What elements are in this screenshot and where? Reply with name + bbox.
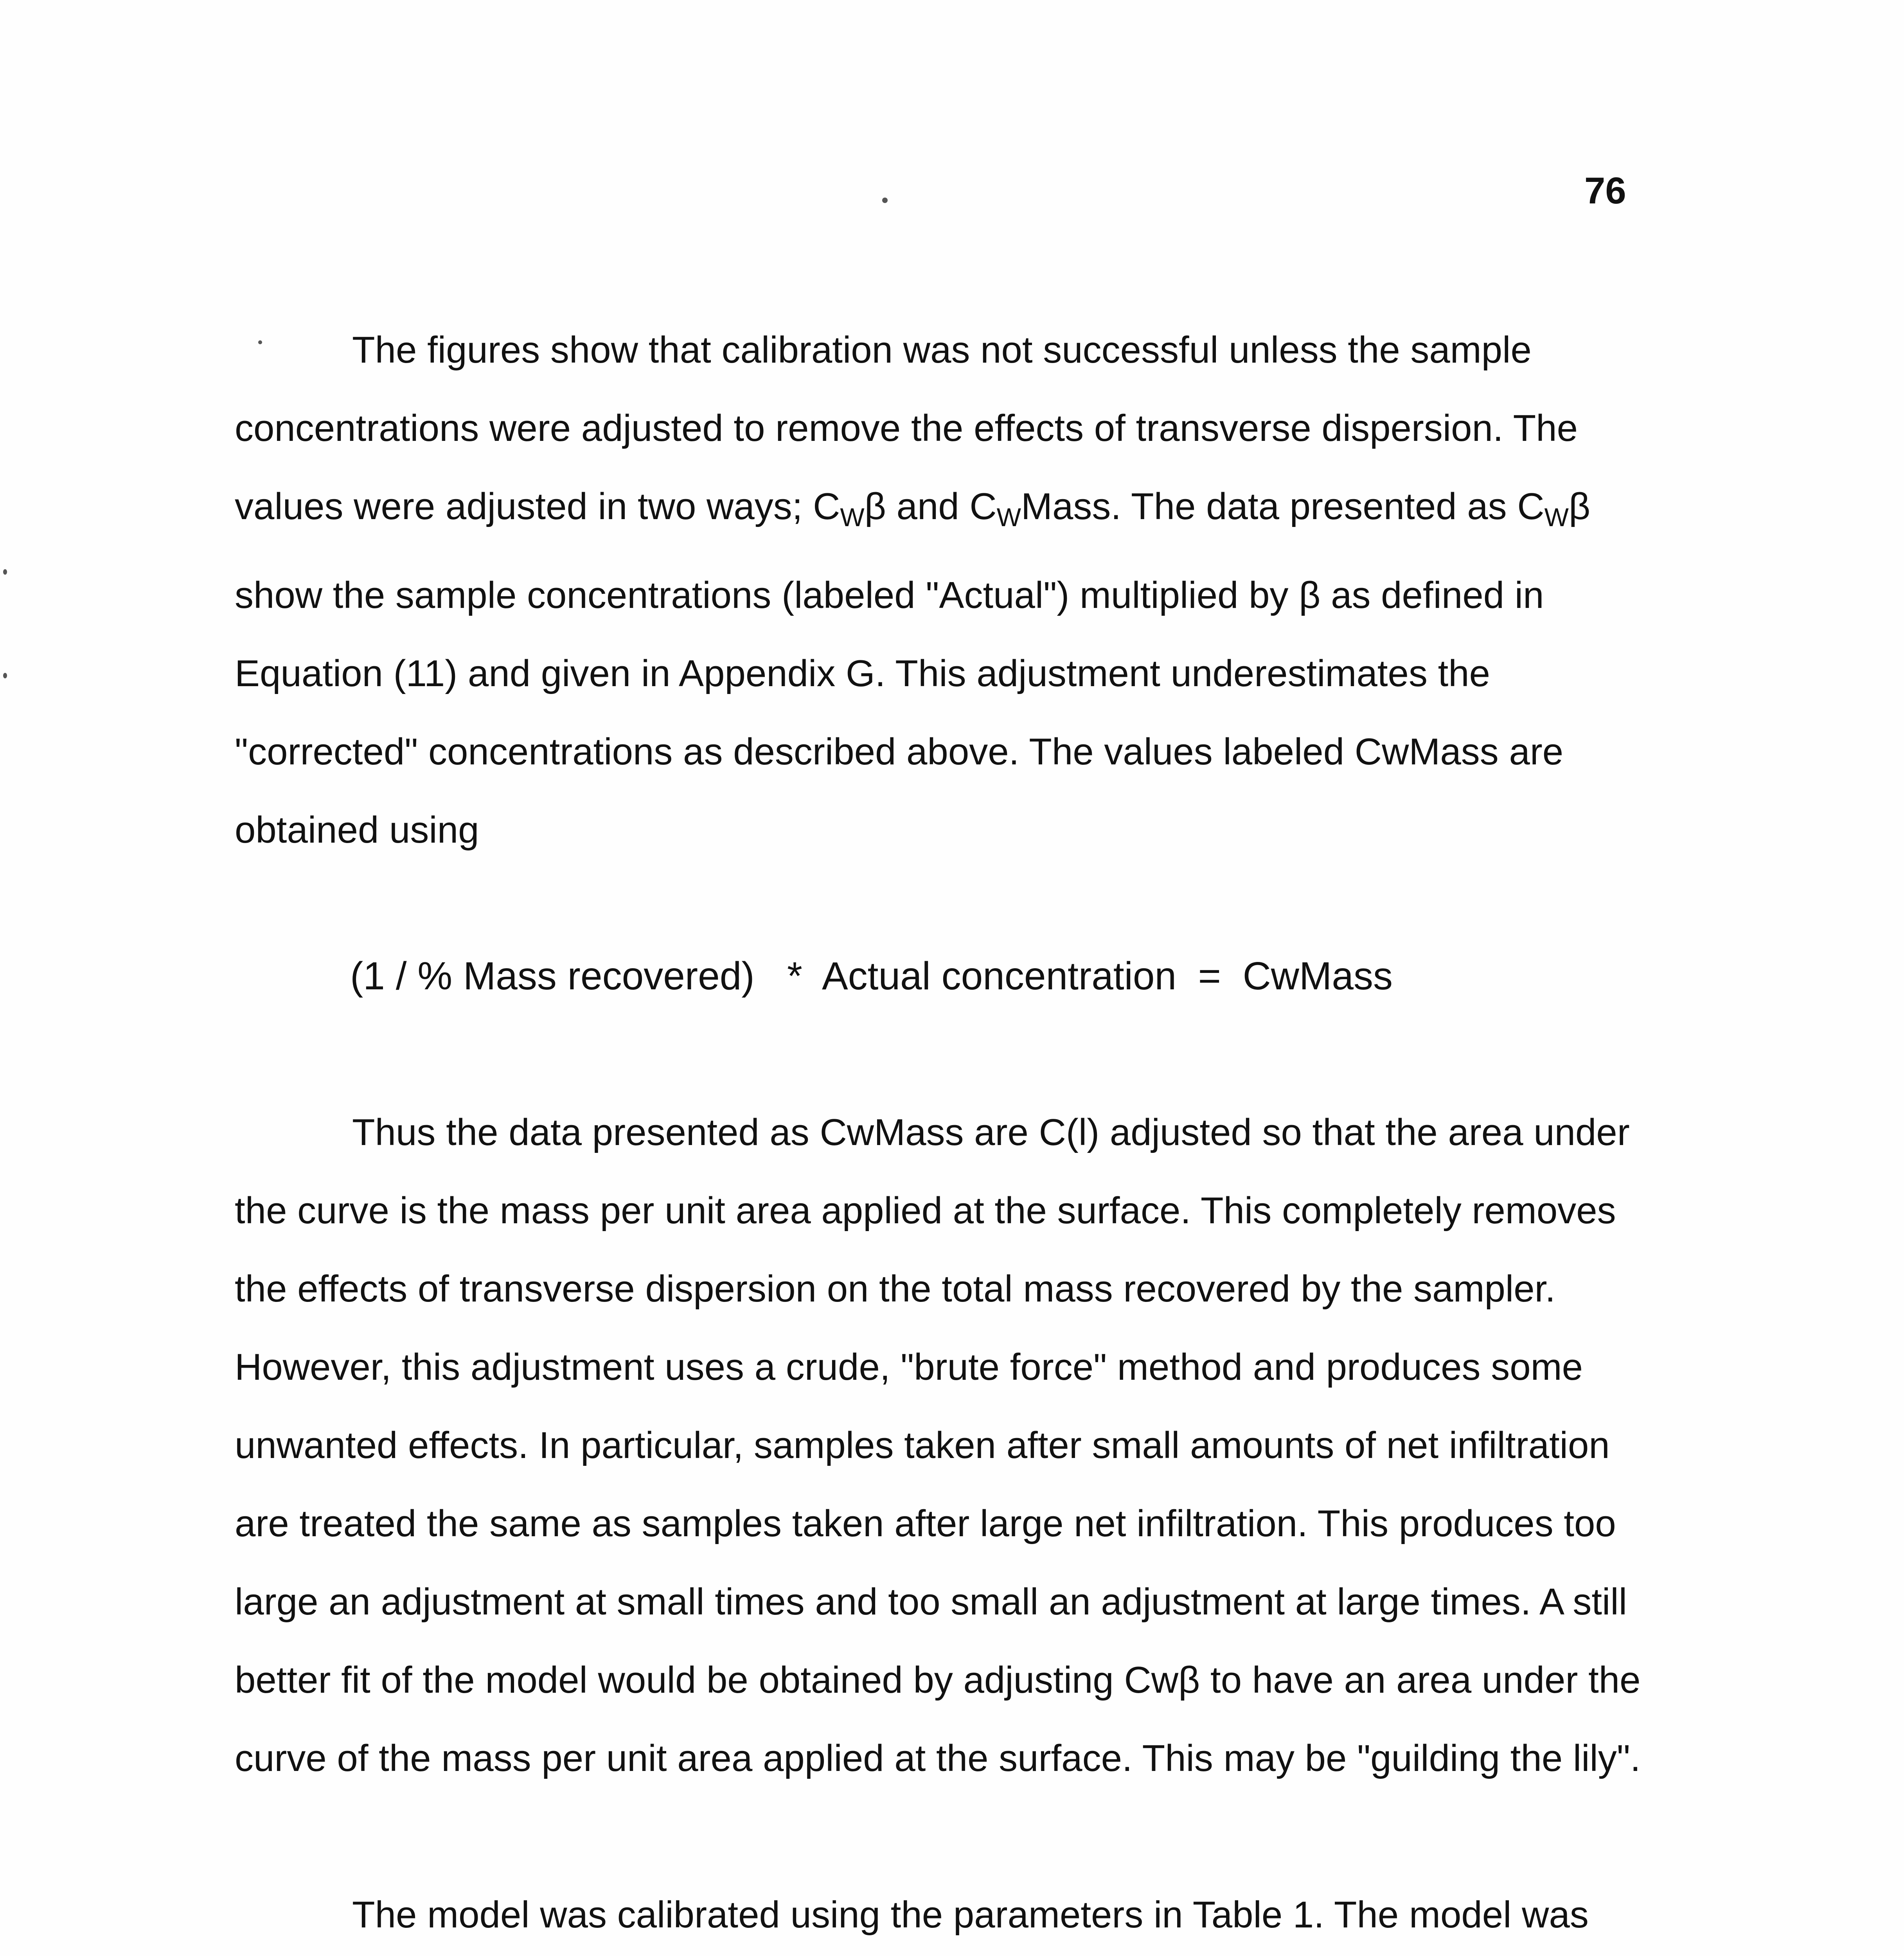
scan-speck: [3, 569, 7, 575]
paragraph-text: Thus the data presented as CwMass are C(l) adjusted so that the area under the curve is the mass per unit area applied at the surface. This completely removes the effects of transverse dispersion on the total mass recovered by the sampler. However, this adjustment uses a crude, "brute force" method and produces some unwanted effects. In particular, samples taken after small amounts of net infiltration are treated the same as samples taken after large net infiltration. This produces too large an adjustment at small times and too small an adjustment at large times. A still better fit of the model would be obtained by adjusting Cwβ to have an area under the curve of the mass per unit area applied at the surface. This may be "guilding the lily".: [235, 1111, 1641, 1779]
scan-speck: [882, 198, 888, 203]
scan-speck: [258, 340, 262, 344]
paragraph-model-verification: [235, 1876, 1663, 1956]
paragraph-text: β and C: [864, 485, 997, 527]
paragraph-text: The figures show that calibration was not successful unless the sample concentrations were adjusted to remove the effects of transverse dispersion. The values were adjusted in two ways; C: [235, 329, 1578, 527]
paragraph-text: Mass. The data presented as C: [1021, 485, 1544, 527]
paragraph-text: The model was calibrated using the parameters in Table 1. The model was: [352, 1894, 1589, 1936]
subscript-w: W: [1544, 503, 1569, 532]
paragraph-text: β show the sample concentrations (labeled "Actual") multiplied by β as defined in Equation (11) and given in Appendix G. This adjustment underestimates the "corrected" concentrations as described above. The values labeled CwMass are obtained using: [235, 485, 1591, 851]
subscript-w: W: [996, 503, 1021, 532]
subscript-w: W: [840, 503, 865, 532]
cwmass-equation: (1 / % Mass recovered) * Actual concentration = CwMass: [350, 954, 1393, 998]
paragraph-cwmass-explanation: [235, 1093, 1663, 1798]
scan-speck: [3, 673, 7, 678]
paragraph-calibration-adjustment: [235, 311, 1663, 869]
page-number: 76: [1584, 170, 1626, 212]
